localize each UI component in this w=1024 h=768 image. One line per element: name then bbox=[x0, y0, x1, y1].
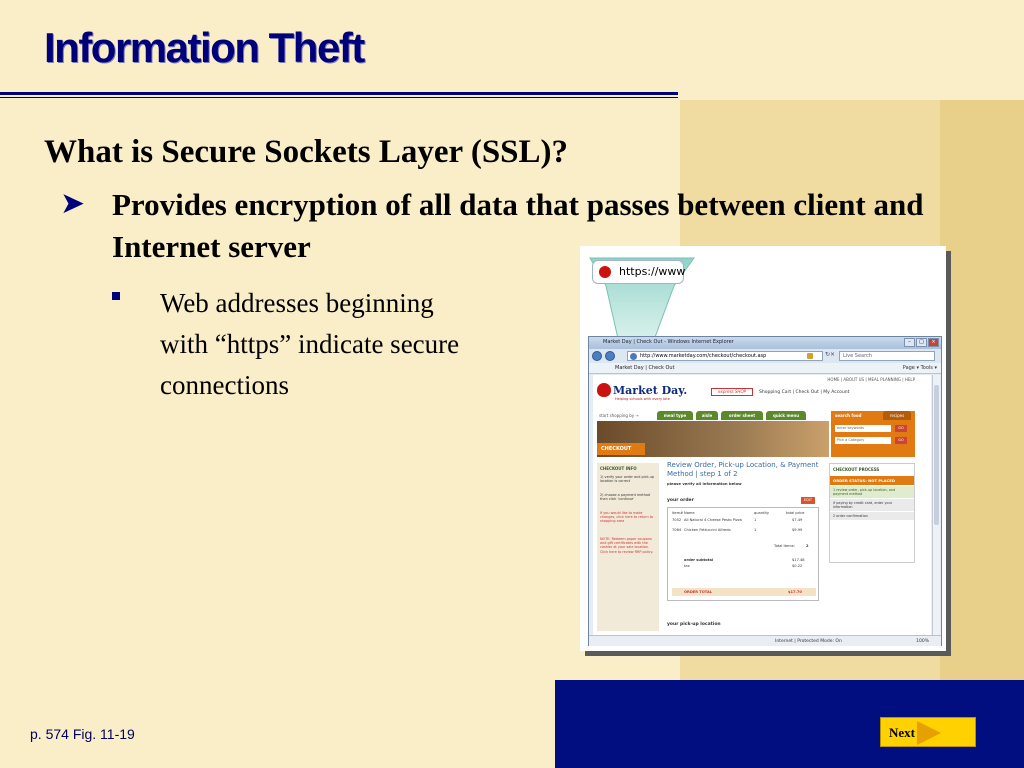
tax-label: tax bbox=[684, 564, 690, 568]
recipes-tab[interactable]: recipes bbox=[883, 411, 911, 420]
order-header-price: total price bbox=[786, 511, 805, 515]
browser-screenshot-figure bbox=[580, 246, 946, 651]
page-tools-menu[interactable]: Page ▾ Tools ▾ bbox=[902, 365, 937, 371]
figure-reference: p. 574 Fig. 11-19 bbox=[30, 726, 135, 742]
subtotal-value: $17.48 bbox=[792, 558, 805, 562]
arrow-bullet-icon: ➤ bbox=[60, 186, 86, 221]
order-total-value: $17.70 bbox=[788, 590, 802, 594]
figure-canvas bbox=[580, 246, 946, 651]
total-items-label: Total Items: bbox=[774, 544, 795, 548]
order-row-1-quantity: 1 bbox=[754, 518, 757, 522]
scrollbar-thumb[interactable] bbox=[934, 385, 939, 525]
order-row-1-name: All Natural 4 Cheese Pesto Pizza bbox=[684, 518, 742, 522]
category-select[interactable]: Pick a Category bbox=[835, 437, 891, 444]
review-order-title: Review Order, Pick-up Location, & Payment Method | step 1 of 2 bbox=[667, 461, 819, 478]
slide-heading: What is Secure Sockets Layer (SSL)? bbox=[44, 134, 569, 170]
back-icon[interactable] bbox=[592, 351, 602, 361]
menu-tab-meal-type[interactable]: meal type bbox=[657, 411, 693, 420]
active-tab[interactable]: Market Day | Check Out bbox=[615, 365, 675, 371]
checkout-info-step-2: 2) choose a payment method then click ‘continue’ bbox=[600, 493, 651, 502]
accent-column-edge bbox=[940, 100, 1024, 680]
order-row-1-item: 7052 bbox=[672, 518, 682, 522]
address-toolbar bbox=[589, 349, 941, 363]
order-table bbox=[667, 507, 819, 601]
window-title: Market Day | Check Out - Windows Internet Explorer bbox=[603, 339, 734, 345]
close-icon[interactable]: × bbox=[928, 338, 939, 347]
window-controls bbox=[903, 338, 939, 347]
square-bullet-icon bbox=[112, 292, 120, 300]
subtotal-label: order subtotal bbox=[684, 558, 714, 562]
checkout-process-panel bbox=[829, 463, 915, 563]
site-logo[interactable]: Market Day. bbox=[613, 384, 688, 397]
tab-bar bbox=[589, 363, 941, 374]
menu-tab-order-sheet[interactable]: order sheet bbox=[721, 411, 763, 420]
checkout-process-title: CHECKOUT PROCESS bbox=[833, 467, 880, 472]
coupon-note[interactable]: NOTE: Redeem paper coupons and gift certificates with the cashier at your sale location. Click here to review RRP policy. bbox=[600, 537, 654, 554]
your-order-heading: your order bbox=[667, 498, 694, 503]
order-row-2-price: $9.99 bbox=[792, 528, 803, 532]
checkout-info-step-1: 1) verify your order and pick-up location is correct bbox=[600, 475, 654, 484]
bullet-encryption: Provides encryption of all data that passes between client and Internet server bbox=[112, 187, 924, 264]
next-button[interactable] bbox=[880, 717, 976, 747]
search-food-tab[interactable]: search food bbox=[835, 413, 862, 418]
apple-logo-icon bbox=[597, 383, 611, 397]
tax-value: $0.22 bbox=[792, 564, 803, 568]
keyword-input[interactable]: enter keywords bbox=[835, 425, 891, 432]
order-row-1-price: $7.49 bbox=[792, 518, 803, 522]
security-zone: Internet | Protected Mode: On bbox=[775, 639, 842, 644]
zoom-level[interactable]: 100% bbox=[916, 639, 929, 644]
order-row-2-item: 7064 bbox=[672, 528, 682, 532]
url-input[interactable] bbox=[627, 351, 823, 361]
bullet-https: Web addresses beginning with “https” indicate secure connections bbox=[160, 288, 460, 400]
order-row-2-quantity: 1 bbox=[754, 528, 757, 532]
site-tagline: Helping schools with every bite bbox=[615, 397, 670, 401]
minimize-icon[interactable]: – bbox=[904, 338, 915, 347]
ie-page-icon bbox=[630, 353, 637, 360]
process-step-payment: if paying by credit card, enter your information bbox=[830, 499, 914, 511]
page-scrollbar[interactable] bbox=[932, 375, 940, 635]
checkout-banner-label: CHECKOUT bbox=[597, 443, 645, 455]
edit-order-button[interactable]: EDIT bbox=[801, 497, 815, 504]
ssl-lock-icon[interactable] bbox=[807, 353, 813, 359]
food-search-panel bbox=[831, 411, 915, 457]
checkout-info-panel bbox=[597, 463, 659, 631]
verify-instructions: please verify all information below bbox=[667, 481, 742, 486]
url-text: http://www.marketday.com/checkout/checkout.asp bbox=[640, 353, 767, 359]
next-label: Next bbox=[889, 725, 915, 740]
site-top-nav[interactable]: HOME | ABOUT US | MEAL PLANNING | HELP bbox=[827, 377, 915, 382]
order-status-badge: ORDER STATUS: NOT PLACED bbox=[830, 476, 914, 485]
return-to-shopping-link[interactable]: If you would like to make changes, click here to return to shopping area bbox=[600, 511, 654, 524]
slide-title: Information Theft bbox=[44, 24, 364, 71]
menu-tab-quick-menu[interactable]: quick menu bbox=[766, 411, 806, 420]
process-step-1: 1 review order, pick-up location, and payment method bbox=[830, 486, 914, 498]
order-total-label: ORDER TOTAL bbox=[684, 590, 713, 594]
title-rule bbox=[0, 92, 678, 95]
shop-hint: start shopping by → bbox=[599, 413, 639, 418]
site-favicon-icon bbox=[599, 266, 611, 278]
browser-window bbox=[588, 336, 942, 646]
forward-icon[interactable] bbox=[605, 351, 615, 361]
cart-links[interactable]: Shopping Cart | Check Out | My Account bbox=[759, 390, 850, 395]
browser-status-bar bbox=[589, 635, 941, 646]
pickup-location-heading: your pick-up location bbox=[667, 622, 721, 627]
checkout-banner bbox=[597, 421, 829, 457]
order-header-name: Name bbox=[684, 511, 695, 515]
keyword-go-button[interactable]: GO bbox=[895, 425, 907, 432]
refresh-stop-icon[interactable]: ↻× bbox=[825, 351, 836, 358]
web-page bbox=[593, 375, 931, 635]
next-arrow-icon bbox=[917, 721, 941, 745]
zoomed-address-bar bbox=[592, 260, 684, 284]
live-search-input[interactable]: Live Search bbox=[839, 351, 935, 361]
total-items-value: 2 bbox=[806, 544, 809, 548]
category-go-button[interactable]: GO bbox=[895, 437, 907, 444]
title-rule-thin bbox=[0, 97, 678, 98]
browser-titlebar bbox=[589, 337, 941, 349]
zoomed-url-text: https://www bbox=[619, 265, 686, 278]
order-row-2-name: Chicken Fettuccini Alfredo bbox=[684, 528, 731, 532]
maximize-icon[interactable]: □ bbox=[916, 338, 927, 347]
express-shop-button[interactable]: express SHOP bbox=[711, 388, 753, 396]
checkout-info-title: CHECKOUT INFO bbox=[600, 466, 637, 471]
menu-tab-aisle[interactable]: aisle bbox=[696, 411, 718, 420]
order-header-item: item# bbox=[672, 511, 684, 515]
process-step-2: 2 order confirmation bbox=[830, 512, 914, 520]
order-header-quantity: quantity bbox=[754, 511, 769, 515]
